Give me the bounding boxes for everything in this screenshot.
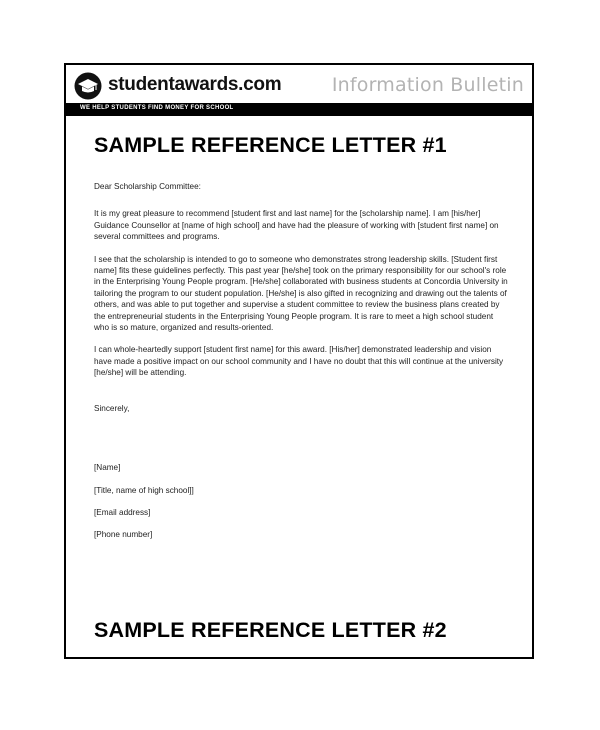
salutation: Dear Scholarship Committee: [94,182,201,191]
letter-2-heading: SAMPLE REFERENCE LETTER #2 [94,618,447,642]
bulletin-title: Information Bulletin [331,74,524,96]
tagline: WE HELP STUDENTS FIND MONEY FOR SCHOOL [80,105,234,111]
brand-name: studentawards.com [108,74,282,95]
paragraph-1: It is my great pleasure to recommend [student first and last name] for the [scholarship name]. I am [his/her] Guidance Counsellor at [name of high school] and have had the pleasure of working with [student first name] on several committees and programs. [94,209,499,242]
paragraph-3: I can whole-heartedly support [student first name] for this award. [His/her] demonstrated leadership and vision have made a positive impact on our school community and I have no doubt that this will continue at the university [he/she] will be attending. [94,345,504,378]
tagline-bar [66,103,532,116]
document-page [64,63,534,659]
signature-phone: [Phone number] [94,530,153,540]
signature-name: [Name] [94,463,121,473]
letter-1-heading: SAMPLE REFERENCE LETTER #1 [94,133,447,157]
letter-body [94,181,510,552]
signoff: Sincerely, [94,403,130,413]
document-header [66,65,532,103]
graduation-cap-icon [74,72,102,100]
paragraph-2: I see that the scholarship is intended to go to someone who demonstrates strong leadership skills. [Student first name] fits these guidelines perfectly. This past year [he/she] took on the primary responsibility for our school's role in the Enterprising Young People program. [He/she] collaborated with business students at Concordia University in tailoring the program to our student population. [He/she] is also gifted in recognizing and drawing out the talents of others, and was able to put together and supervise a student committee to review the business plans created by the entrepreneurial students in the Enterprising Young People program. It is rare to meet a high school student who is so mature, organized and results-oriented. [94,254,508,333]
signature-email: [Email address] [94,507,151,517]
signature-title: [Title, name of high school]] [94,485,194,495]
